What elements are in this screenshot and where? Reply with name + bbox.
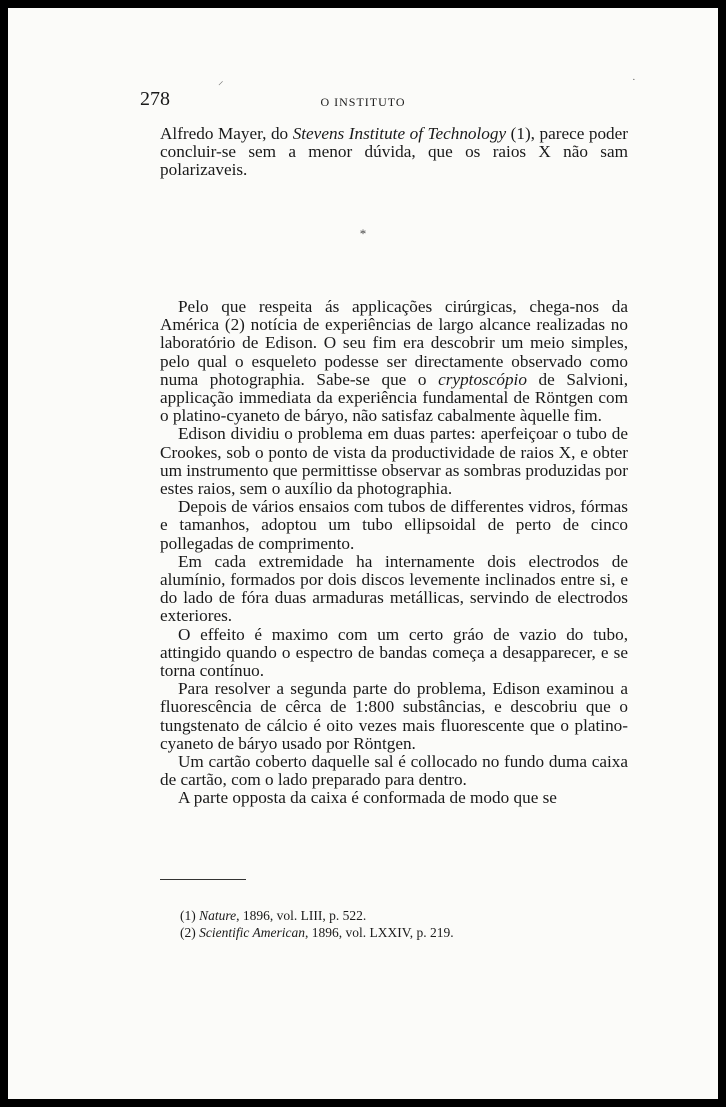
- page-number: 278: [140, 88, 170, 110]
- paragraph-edison: Edison dividiu o problema em duas partes: aperfeiçoar o tubo de Crookes, sob o ponto de vista da productividade de raios X, e obter um instrumento que permittisse observar as sombras produzidas por estes raios, sem o auxílio da photographia.: [160, 424, 628, 499]
- running-header: [8, 88, 718, 118]
- intro-paragraph: Alfredo Mayer, do Stevens Institute of Technology (1), parece poder concluir-se sem a menor dúvida, que os raios X não sam polarizaveis.: [160, 124, 628, 180]
- footnote-1: (1) Nature, 1896, vol. LIII, p. 522.: [180, 908, 367, 923]
- specks: ⸍: [218, 80, 224, 92]
- paragraph-cardboard: Um cartão coberto daquelle sal é collocado no fundo duma caixa de cartão, com o lado preparado para dentro.: [160, 752, 628, 790]
- footnote-rule: [160, 879, 246, 880]
- footnotes: [180, 908, 454, 941]
- paragraph-box: A parte opposta da caixa é conformada de modo que se: [178, 788, 557, 808]
- footnote-2: (2) Scientific American, 1896, vol. LXXIV, p. 219.: [180, 924, 454, 940]
- specks: ·: [632, 74, 636, 86]
- book-page: [8, 8, 718, 1099]
- italic-cryptoscopio: cryptoscópio: [438, 369, 527, 389]
- running-title: O INSTITUTO: [320, 95, 406, 109]
- paragraph-effect: O effeito é maximo com um certo gráo de vazio do tubo, attingido quando o espectro de bandas começa a desapparecer, e se torna contínuo.: [160, 624, 628, 681]
- italic-institution: Stevens Institute of Technology: [292, 124, 507, 143]
- paragraph-surgical: Pelo que respeita ás applicações cirúrgicas, chega-nos da América (2) notícia de experiências de largo alcance realizadas no laboratório de Edison. O seu fim era descobrir um meio simples, pelo qual o esqueleto podesse ser directamente observado como numa photographia. Sabe-se que o cryptoscópio de Salvioni, applicação immediata da experiência fundamental de Röntgen com o platino-cyaneto de báryo, não satisfaz cabalmente àquelle fim.: [160, 297, 628, 426]
- intro-block: [160, 125, 628, 180]
- paragraph-tube: Depois de vários ensaios com tubos de differentes vidros, fórmas e tamanhos, adoptou um tubo ellipsoidal de perto de cinco pollegadas de comprimento.: [160, 497, 628, 553]
- section-separator: *: [359, 226, 367, 241]
- main-text: [160, 298, 628, 808]
- paragraph-fluorescence: Para resolver a segunda parte do problema, Edison examinou a fluorescência de cêrca de 1:800 substâncias, e descobriu que o tungstenato de cálcio é oito vezes mais fluorescente que o platino-cyaneto de báryo usado por Röntgen.: [160, 679, 628, 753]
- paragraph-electrodes: Em cada extremidade ha internamente dois electrodos de alumínio, formados por dois discos levemente inclinados entre si, e do lado de fóra duas armaduras metállicas, servindo de electrodos exteriores.: [160, 551, 628, 626]
